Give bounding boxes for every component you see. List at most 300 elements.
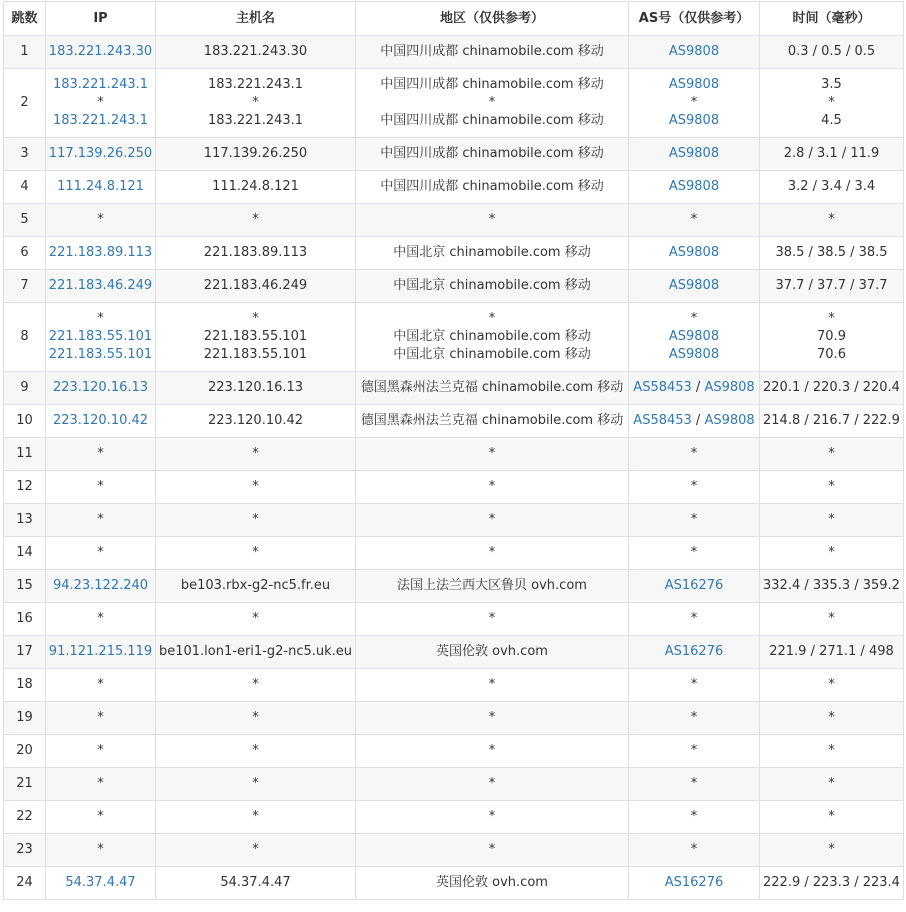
region-value: * (488, 743, 496, 758)
region-value: 中国四川成都 chinamobile.com 移动 (380, 44, 604, 59)
table-row (4, 504, 904, 537)
header-hostname: 主机名 (156, 2, 356, 36)
as-number-cell (629, 237, 760, 270)
host-value: * (252, 611, 259, 626)
table-row (4, 867, 904, 900)
as-line (629, 841, 759, 859)
as-line (629, 808, 759, 826)
hop-number-cell: 19 (4, 702, 46, 735)
table-row (4, 237, 904, 270)
table-row (4, 138, 904, 171)
table-row (4, 702, 904, 735)
hostname-cell (156, 867, 356, 900)
as-line (629, 310, 759, 328)
as-line (629, 328, 759, 346)
hostname-cell (156, 303, 356, 372)
region-cell (356, 669, 629, 702)
hostname-cell (156, 603, 356, 636)
as-number-link[interactable]: AS9808 (668, 179, 720, 194)
as-number-empty: * (690, 446, 698, 461)
hostname-cell (156, 36, 356, 69)
table-row (4, 834, 904, 867)
as-number-link[interactable]: AS9808 (704, 380, 755, 395)
region-value: 英国伦敦 ovh.com (436, 644, 548, 659)
hostname-cell (156, 405, 356, 438)
ip-empty: * (97, 710, 104, 725)
as-number-empty: * (690, 311, 698, 326)
ip-link[interactable]: 94.23.122.240 (52, 578, 149, 593)
as-number-link[interactable]: AS9808 (668, 113, 720, 128)
header-as-number: AS号（仅供参考） (629, 2, 760, 36)
as-line (629, 643, 759, 661)
time-cell (760, 537, 904, 570)
time-value: 70.9 (817, 329, 846, 344)
as-number-cell (629, 138, 760, 171)
region-cell (356, 171, 629, 204)
as-line (629, 211, 759, 229)
as-number-cell (629, 303, 760, 372)
region-cell (356, 303, 629, 372)
region-value: * (488, 677, 496, 692)
table-row (4, 405, 904, 438)
as-line (629, 709, 759, 727)
hop-number-cell: 23 (4, 834, 46, 867)
as-line (629, 112, 759, 130)
region-cell (356, 735, 629, 768)
table-row (4, 669, 904, 702)
host-value: * (252, 677, 259, 692)
as-number-cell (629, 834, 760, 867)
as-number-cell (629, 768, 760, 801)
time-cell (760, 834, 904, 867)
ip-cell (46, 171, 156, 204)
hop-number-cell: 21 (4, 768, 46, 801)
ip-cell (46, 636, 156, 669)
table-row (4, 537, 904, 570)
region-cell (356, 570, 629, 603)
region-cell (356, 237, 629, 270)
region-value: 中国四川成都 chinamobile.com 移动 (380, 113, 604, 128)
as-number-cell (629, 636, 760, 669)
region-cell (356, 636, 629, 669)
as-number-empty: * (690, 710, 698, 725)
hostname-cell (156, 537, 356, 570)
as-number-cell (629, 537, 760, 570)
region-cell (356, 702, 629, 735)
ip-cell (46, 735, 156, 768)
host-value: 183.221.243.30 (203, 44, 308, 59)
region-value: * (488, 611, 496, 626)
time-cell (760, 69, 904, 138)
ip-cell (46, 669, 156, 702)
as-number-empty: * (690, 512, 698, 527)
table-row (4, 735, 904, 768)
time-value: 0.3 / 0.5 / 0.5 (787, 44, 876, 59)
region-value: * (488, 545, 496, 560)
hop-number-cell: 20 (4, 735, 46, 768)
as-line (629, 742, 759, 760)
time-value: 38.5 / 38.5 / 38.5 (775, 245, 888, 260)
region-value: * (488, 512, 496, 527)
ip-cell (46, 471, 156, 504)
as-number-cell (629, 69, 760, 138)
as-number-empty: * (690, 611, 698, 626)
time-value: 332.4 / 335.3 / 359.2 (763, 578, 900, 593)
as-line (629, 94, 759, 112)
table-row (4, 171, 904, 204)
as-number-empty: * (690, 809, 698, 824)
as-line (629, 610, 759, 628)
as-number-link[interactable]: AS9808 (704, 413, 755, 428)
time-cell (760, 801, 904, 834)
time-cell (760, 570, 904, 603)
ip-link[interactable]: 221.183.46.249 (48, 278, 153, 293)
region-cell (356, 405, 629, 438)
time-cell (760, 603, 904, 636)
as-number-link[interactable]: AS58453 (633, 380, 692, 395)
host-value: * (252, 311, 259, 326)
time-cell (760, 405, 904, 438)
region-cell (356, 603, 629, 636)
region-cell (356, 69, 629, 138)
ip-link[interactable]: 223.120.16.13 (52, 380, 149, 395)
hop-number-cell: 18 (4, 669, 46, 702)
host-value: * (252, 95, 259, 110)
host-value: 221.183.55.101 (203, 347, 308, 362)
as-line (629, 511, 759, 529)
time-cell (760, 735, 904, 768)
as-number-empty: * (690, 479, 698, 494)
region-value: 中国北京 chinamobile.com 移动 (393, 245, 591, 260)
time-value: 37.7 / 37.7 / 37.7 (775, 278, 888, 293)
ip-empty: * (97, 479, 104, 494)
ip-link[interactable]: 221.183.55.101 (48, 347, 153, 362)
hop-number-cell: 13 (4, 504, 46, 537)
hop-number-cell: 11 (4, 438, 46, 471)
hop-number-cell: 3 (4, 138, 46, 171)
as-line (629, 76, 759, 94)
ip-empty: * (97, 842, 104, 857)
as-line (629, 43, 759, 61)
as-number-link[interactable]: AS9808 (668, 347, 720, 362)
table-row (4, 636, 904, 669)
region-value: 中国北京 chinamobile.com 移动 (393, 329, 591, 344)
as-number-cell (629, 603, 760, 636)
host-value: be101.lon1-eri1-g2-nc5.uk.eu (158, 644, 353, 659)
table-row (4, 204, 904, 237)
table-row (4, 801, 904, 834)
time-value: * (828, 776, 835, 791)
time-value: * (828, 611, 835, 626)
region-value: 中国北京 chinamobile.com 移动 (393, 347, 591, 362)
time-value: 220.1 / 220.3 / 220.4 (763, 380, 900, 395)
as-number-cell (629, 405, 760, 438)
hostname-cell (156, 372, 356, 405)
header-hop: 跳数 (4, 2, 46, 36)
ip-link[interactable]: 223.120.10.42 (52, 413, 149, 428)
ip-link[interactable]: 91.121.215.119 (48, 644, 153, 659)
hop-number-cell: 14 (4, 537, 46, 570)
as-number-cell (629, 471, 760, 504)
as-number-empty: * (690, 842, 698, 857)
host-value: 111.24.8.121 (212, 179, 299, 194)
as-number-link[interactable]: AS58453 (633, 413, 692, 428)
as-line (629, 478, 759, 496)
as-number-empty: * (690, 743, 698, 758)
ip-cell (46, 702, 156, 735)
as-separator: / (691, 380, 705, 395)
ip-empty: * (97, 212, 104, 227)
time-cell (760, 471, 904, 504)
hop-number-cell: 16 (4, 603, 46, 636)
ip-cell (46, 768, 156, 801)
time-value: * (828, 479, 835, 494)
region-value: * (488, 710, 496, 725)
as-number-link[interactable]: AS16276 (664, 578, 724, 593)
hostname-cell (156, 702, 356, 735)
host-value: * (252, 809, 259, 824)
traceroute-table (3, 1, 904, 900)
host-value: 223.120.16.13 (207, 380, 304, 395)
region-cell (356, 138, 629, 171)
hostname-cell (156, 270, 356, 303)
ip-cell (46, 204, 156, 237)
as-number-cell (629, 801, 760, 834)
hostname-cell (156, 138, 356, 171)
ip-link[interactable]: 183.221.243.1 (52, 113, 149, 128)
region-value: 法国上法兰西大区鲁贝 ovh.com (397, 578, 587, 593)
region-cell (356, 867, 629, 900)
region-cell (356, 36, 629, 69)
time-cell (760, 438, 904, 471)
table-row (4, 768, 904, 801)
as-number-link[interactable]: AS16276 (664, 644, 724, 659)
as-number-link[interactable]: AS9808 (668, 278, 720, 293)
hop-number-cell: 8 (4, 303, 46, 372)
as-number-link[interactable]: AS9808 (668, 77, 720, 92)
as-line (629, 277, 759, 295)
time-cell (760, 237, 904, 270)
as-number-empty: * (690, 545, 698, 560)
hop-number-cell: 5 (4, 204, 46, 237)
time-value: * (828, 743, 835, 758)
table-row (4, 270, 904, 303)
region-value: * (488, 479, 496, 494)
ip-cell (46, 237, 156, 270)
region-cell (356, 801, 629, 834)
hostname-cell (156, 204, 356, 237)
as-number-link[interactable]: AS9808 (668, 44, 720, 59)
ip-cell (46, 405, 156, 438)
ip-cell (46, 504, 156, 537)
hostname-cell (156, 438, 356, 471)
as-number-empty: * (690, 95, 698, 110)
time-cell (760, 303, 904, 372)
as-line (629, 379, 759, 397)
region-cell (356, 438, 629, 471)
as-number-cell (629, 570, 760, 603)
hostname-cell (156, 471, 356, 504)
header-time: 时间（毫秒） (760, 2, 904, 36)
table-body (4, 36, 904, 900)
ip-empty: * (97, 512, 104, 527)
table-header-row (4, 2, 904, 36)
host-value: * (252, 512, 259, 527)
region-cell (356, 270, 629, 303)
as-number-cell (629, 438, 760, 471)
hostname-cell (156, 669, 356, 702)
as-number-link[interactable]: AS9808 (668, 146, 720, 161)
table-row (4, 69, 904, 138)
as-line (629, 676, 759, 694)
time-cell (760, 138, 904, 171)
as-number-cell (629, 36, 760, 69)
table-row (4, 438, 904, 471)
as-separator: / (691, 413, 705, 428)
table-row (4, 570, 904, 603)
region-value: 德国黑森州法兰克福 chinamobile.com 移动 (360, 413, 624, 428)
ip-cell (46, 537, 156, 570)
region-cell (356, 537, 629, 570)
hop-number-cell: 6 (4, 237, 46, 270)
ip-link[interactable]: 183.221.243.30 (48, 44, 153, 59)
ip-cell (46, 570, 156, 603)
region-value: 中国四川成都 chinamobile.com 移动 (380, 77, 604, 92)
ip-link[interactable]: 221.183.89.113 (48, 245, 153, 260)
host-value: 183.221.243.1 (207, 113, 304, 128)
host-value: 221.183.89.113 (203, 245, 308, 260)
time-value: 70.6 (817, 347, 846, 362)
hop-number-cell: 4 (4, 171, 46, 204)
host-value: 221.183.55.101 (203, 329, 308, 344)
region-value: 德国黑森州法兰克福 chinamobile.com 移动 (360, 380, 624, 395)
time-cell (760, 372, 904, 405)
ip-link[interactable]: 54.37.4.47 (65, 875, 136, 890)
as-number-cell (629, 372, 760, 405)
ip-empty: * (97, 446, 104, 461)
time-value: 3.2 / 3.4 / 3.4 (787, 179, 876, 194)
as-number-cell (629, 669, 760, 702)
ip-cell (46, 270, 156, 303)
ip-cell (46, 834, 156, 867)
time-value: * (828, 545, 835, 560)
ip-empty: * (97, 311, 104, 326)
as-number-link[interactable]: AS16276 (664, 875, 724, 890)
time-cell (760, 504, 904, 537)
host-value: * (252, 842, 259, 857)
host-value: 54.37.4.47 (220, 875, 291, 890)
hop-number-cell: 22 (4, 801, 46, 834)
hostname-cell (156, 768, 356, 801)
as-line (629, 874, 759, 892)
time-value: * (828, 512, 835, 527)
hostname-cell (156, 735, 356, 768)
as-line (629, 145, 759, 163)
hostname-cell (156, 636, 356, 669)
hop-number-cell: 24 (4, 867, 46, 900)
time-cell (760, 171, 904, 204)
host-value: * (252, 743, 259, 758)
ip-empty: * (97, 611, 104, 626)
hostname-cell (156, 69, 356, 138)
as-line (629, 346, 759, 364)
header-ip: IP (46, 2, 156, 36)
hop-number-cell: 17 (4, 636, 46, 669)
host-value: * (252, 212, 259, 227)
ip-empty: * (97, 677, 104, 692)
as-number-cell (629, 504, 760, 537)
ip-empty: * (97, 743, 104, 758)
hop-number-cell: 9 (4, 372, 46, 405)
as-line (629, 577, 759, 595)
ip-cell (46, 867, 156, 900)
table-row (4, 603, 904, 636)
ip-empty: * (97, 95, 104, 110)
time-cell (760, 768, 904, 801)
region-cell (356, 471, 629, 504)
ip-link[interactable]: 183.221.243.1 (52, 77, 149, 92)
hop-number-cell: 15 (4, 570, 46, 603)
host-value: * (252, 710, 259, 725)
region-cell (356, 768, 629, 801)
table-row (4, 372, 904, 405)
as-number-link[interactable]: AS9808 (668, 329, 720, 344)
region-value: * (488, 446, 496, 461)
ip-cell (46, 303, 156, 372)
ip-cell (46, 603, 156, 636)
time-cell (760, 669, 904, 702)
hostname-cell (156, 171, 356, 204)
hop-number-cell: 7 (4, 270, 46, 303)
region-value: 中国北京 chinamobile.com 移动 (393, 278, 591, 293)
region-value: * (488, 95, 496, 110)
region-value: 英国伦敦 ovh.com (436, 875, 548, 890)
region-cell (356, 372, 629, 405)
host-value: * (252, 479, 259, 494)
as-number-link[interactable]: AS9808 (668, 245, 720, 260)
time-value: 221.9 / 271.1 / 498 (769, 644, 894, 659)
time-cell (760, 270, 904, 303)
time-value: * (828, 311, 835, 326)
header-region: 地区（仅供参考） (356, 2, 629, 36)
ip-link[interactable]: 221.183.55.101 (48, 329, 153, 344)
time-value: 3.5 (821, 77, 842, 92)
region-value: 中国四川成都 chinamobile.com 移动 (380, 146, 604, 161)
region-cell (356, 504, 629, 537)
as-line (629, 445, 759, 463)
hop-number-cell: 12 (4, 471, 46, 504)
time-value: * (828, 809, 835, 824)
time-value: 4.5 (821, 113, 842, 128)
as-line (629, 775, 759, 793)
time-value: * (828, 212, 835, 227)
as-number-empty: * (690, 677, 698, 692)
time-value: 214.8 / 216.7 / 222.9 (763, 413, 900, 428)
ip-link[interactable]: 117.139.26.250 (48, 146, 153, 161)
host-value: * (252, 776, 259, 791)
host-value: 117.139.26.250 (203, 146, 308, 161)
as-number-empty: * (690, 776, 698, 791)
as-number-cell (629, 702, 760, 735)
hostname-cell (156, 570, 356, 603)
ip-cell (46, 69, 156, 138)
time-value: 222.9 / 223.3 / 223.4 (763, 875, 900, 890)
ip-empty: * (97, 545, 104, 560)
time-value: * (828, 710, 835, 725)
region-cell (356, 204, 629, 237)
ip-link[interactable]: 111.24.8.121 (57, 179, 144, 194)
time-cell (760, 36, 904, 69)
